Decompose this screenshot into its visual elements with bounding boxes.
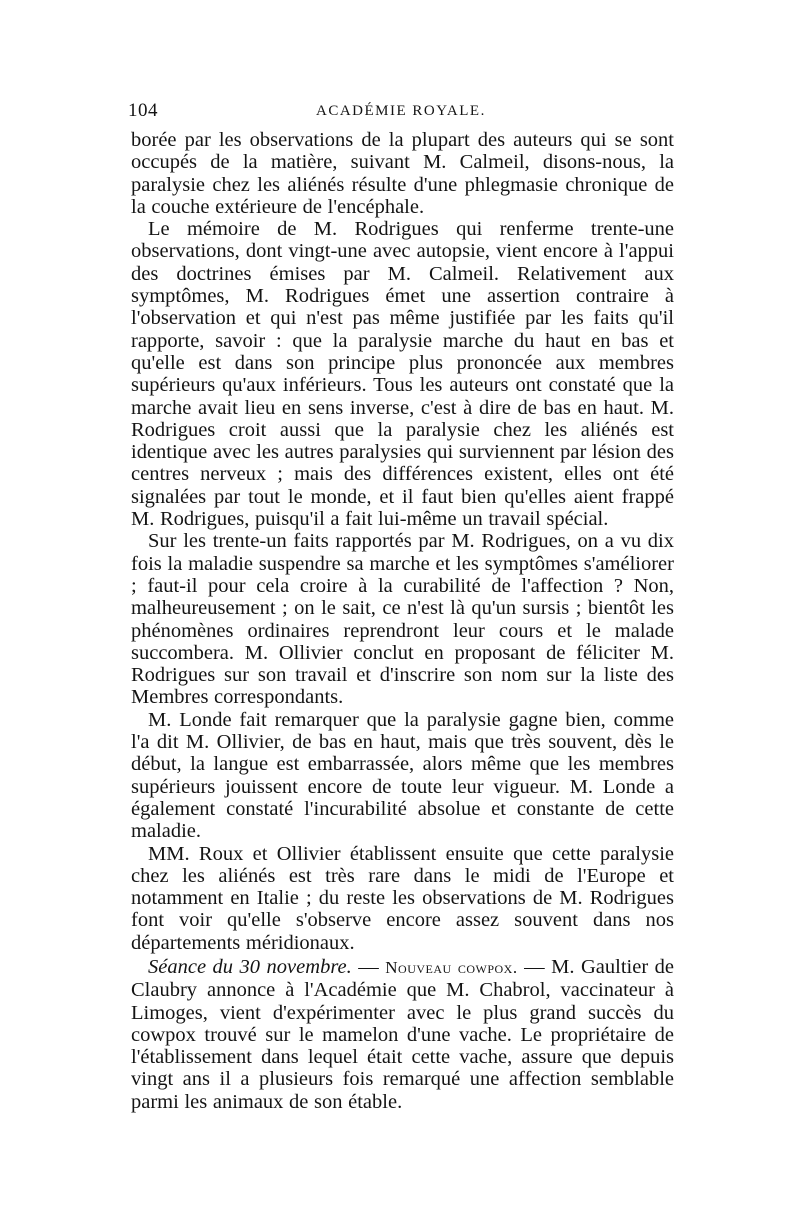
seance-dash: — (351, 955, 386, 978)
body-text (131, 129, 674, 1113)
paragraph: M. Londe fait remarquer que la paralysie gagne bien, comme l'a dit M. Ollivier, de bas en haut, mais que très souvent, dès le début, la langue est embarrassée, alors même que les membres supérieurs jouissent encore de toute leur vigueur. M. Londe a également constaté l'incurabilité absolue et constante de cette maladie. (131, 708, 674, 843)
paragraph: Sur les trente-un faits rapportés par M. Rodrigues, on a vu dix fois la maladie suspendre sa marche et les symptômes s'améliorer ; faut-il pour cela croire à la curabilité de l'affection ? Non, malheureusement ; on le sait, ce n'est là qu'un sursis ; bientôt les phénomènes ordinaires reprendront leur cours et le malade succombera. M. Ollivier conclut en proposant de féliciter M. Rodrigues sur son travail et d'inscrire son nom sur la liste des Membres correspondants. (131, 530, 674, 709)
paragraph: borée par les observations de la plupart des auteurs qui se sont occupés de la matière, suivant M. Calmeil, disons-nous, la paralysie chez les aliénés résulte d'une phlegmasie chronique de la couche extérieure de l'encéphale. (131, 129, 674, 218)
seance-paragraph (131, 956, 674, 1113)
seance-date: Séance du 30 novembre. (148, 955, 352, 978)
running-head: ACADÉMIE ROYALE. (316, 103, 486, 119)
seance-heading: Nouveau cowpox. (385, 957, 518, 977)
paragraph: Le mémoire de M. Rodrigues qui renferme trente-une observations, dont vingt-une avec autopsie, vient encore à l'appui des doctrines émises par M. Calmeil. Relativement aux symptômes, M. Rodrigues émet une assertion contraire à l'observation et qui n'est pas même justifiée par les faits qu'il rapporte, savoir : que la paralysie marche du haut en bas et qu'elle est dans son principe plus prononcée aux membres supérieurs qu'aux inférieurs. Tous les auteurs ont constaté que la marche avait lieu en sens inverse, c'est à dire de bas en haut. M. Rodrigues croit aussi que la paralysie chez les aliénés est identique avec les autres paralysies qui surviennent par lésion des centres nerveux ; mais des différences existent, elles ont été signalées par tout le monde, et il faut bien qu'elles aient frappé M. Rodrigues, puisqu'il a fait lui-même un travail spécial. (131, 218, 674, 531)
paragraph: MM. Roux et Ollivier établissent ensuite que cette paralysie chez les aliénés est très rare dans le midi de l'Europe et notamment en Italie ; du reste les observations de M. Rodrigues font voir qu'elle s'observe encore assez souvent dans nos départements méridionaux. (131, 842, 674, 954)
page-number: 104 (128, 100, 158, 121)
seance-text: — M. Gaultier de Claubry annonce à l'Académie que M. Chabrol, vaccinateur à Limoges, vient d'expérimenter avec le plus grand succès du cowpox trouvé sur le mamelon d'une vache. Le propriétaire de l'établissement dans lequel était cette vache, assure que depuis vingt ans il a plusieurs fois remarqué une affection semblable parmi les animaux de son étable. (131, 955, 674, 1113)
page-header (128, 100, 674, 124)
